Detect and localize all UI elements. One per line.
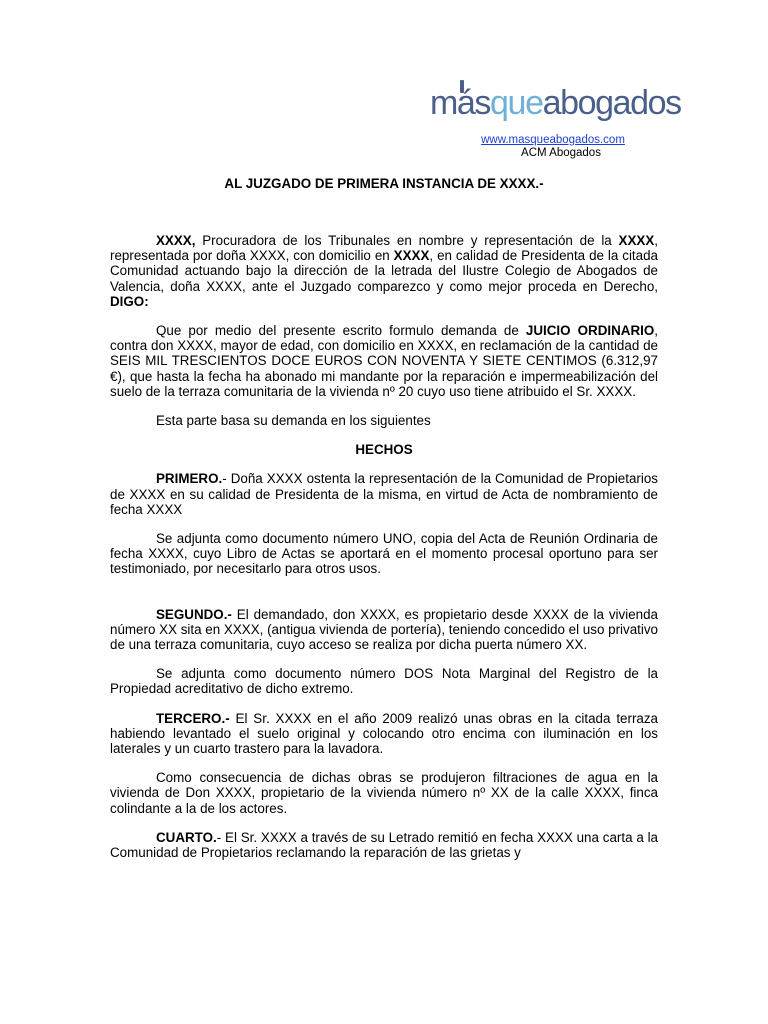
text-run: , en calidad de Presidenta de la citada Comunidad actuando bajo la dirección de la letrada del Ilustre Colegio de Abogados de Valencia, doña XXXX, ante el Juzgado comparezco y como mejor proceda en Derecho, (110, 248, 658, 294)
logo-part-que: que (490, 84, 543, 122)
firm-name: ACM Abogados (521, 147, 601, 159)
logo-part-mas: más (430, 84, 491, 122)
website-link[interactable]: www.masqueabogados.com (481, 134, 625, 146)
bold-text: DIGO: (110, 293, 149, 309)
paragraph-basa: Esta parte basa su demanda en los siguientes (156, 413, 431, 429)
text-run: Procuradora de los Tribunales en nombre y representación de la (195, 233, 619, 248)
paragraph-primero (110, 471, 658, 517)
document-title: AL JUZGADO DE PRIMERA INSTANCIA DE XXXX.- (224, 176, 544, 191)
text-run: El demandado, don XXXX, es propietario desde XXXX de la vivienda número XX sita en XXXX, (antigua vivienda de portería), teniendo concedido el uso privativo de una terraza comunitaria, cuyo acceso se realiza por dicha puerta número XX. (110, 606, 658, 653)
text-run: , contra don XXXX, mayor de edad, con domicilio en XXXX, en reclamación de la cantidad de SEIS MIL TRESCIENTOS DOCE EUROS CON NOVENTA Y SIETE CENTIMOS (6.312,97 €), que hasta la fecha ha abonado mi mandante por la reparación e impermeabilización del suelo de la terraza comunitaria de la vivienda nº 20 cuyo uso tiene atribuido el Sr. XXXX. (110, 323, 658, 399)
document-body (110, 233, 658, 874)
paragraph-doc-uno: Se adjunta como documento número UNO, copia del Acta de Reunión Ordinaria de fecha XXXX, cuyo Libro de Actas se aportará en el momento procesal oportuno para ser testimoniado, por necesitarlo para otros usos. (110, 531, 658, 577)
text-run: - El Sr. XXXX a través de su Letrado remitió en fecha XXXX una carta a la Comunidad de Propietarios reclamando la reparación de las grietas y (110, 829, 658, 861)
bold-text: JUICIO ORDINARIO (525, 323, 655, 339)
paragraph-cuarto (110, 830, 658, 860)
paragraph-intro (110, 233, 658, 309)
bold-text: XXXX (393, 248, 430, 264)
paragraph-tercero (110, 711, 658, 757)
bold-text: CUARTO. (156, 829, 217, 845)
paragraph-demanda (110, 323, 658, 399)
bold-text: XXXX (618, 233, 655, 248)
text-run: , representada por doña XXXX, con domicilio en (110, 233, 658, 264)
paragraph-segundo (110, 607, 658, 653)
paragraph-consecuencia: Como consecuencia de dichas obras se produjeron filtraciones de agua en la vivienda de Don XXXX, propietario de la vivienda número nº XX de la calle XXXX, finca colindante a la de los actores. (110, 770, 658, 816)
bold-text: PRIMERO. (156, 471, 223, 487)
text-run: El Sr. XXXX en el año 2009 realizó unas obras en la citada terraza habiendo levantado el suelo original y colocando otro encima con iluminación en los laterales y un cuarto trastero para la lavadora. (110, 710, 658, 757)
logo-part-abogados: abogados (542, 84, 681, 122)
bold-text: XXXX, (156, 233, 196, 248)
masqueabogados-logo (430, 86, 681, 120)
text-run: Que por medio del presente escrito formulo demanda de (156, 323, 526, 339)
section-heading-hechos: HECHOS (355, 442, 413, 458)
text-run: - Doña XXXX ostenta la representación de la Comunidad de Propietarios de XXXX en su calidad de Presidenta de la misma, en virtud de Acta de nombramiento de fecha XXXX (110, 471, 658, 517)
paragraph-doc-dos: Se adjunta como documento número DOS Nota Marginal del Registro de la Propiedad acreditativo de dicho extremo. (110, 666, 658, 697)
bold-text: TERCERO.- (156, 710, 230, 726)
bold-text: SEGUNDO.- (156, 606, 232, 622)
